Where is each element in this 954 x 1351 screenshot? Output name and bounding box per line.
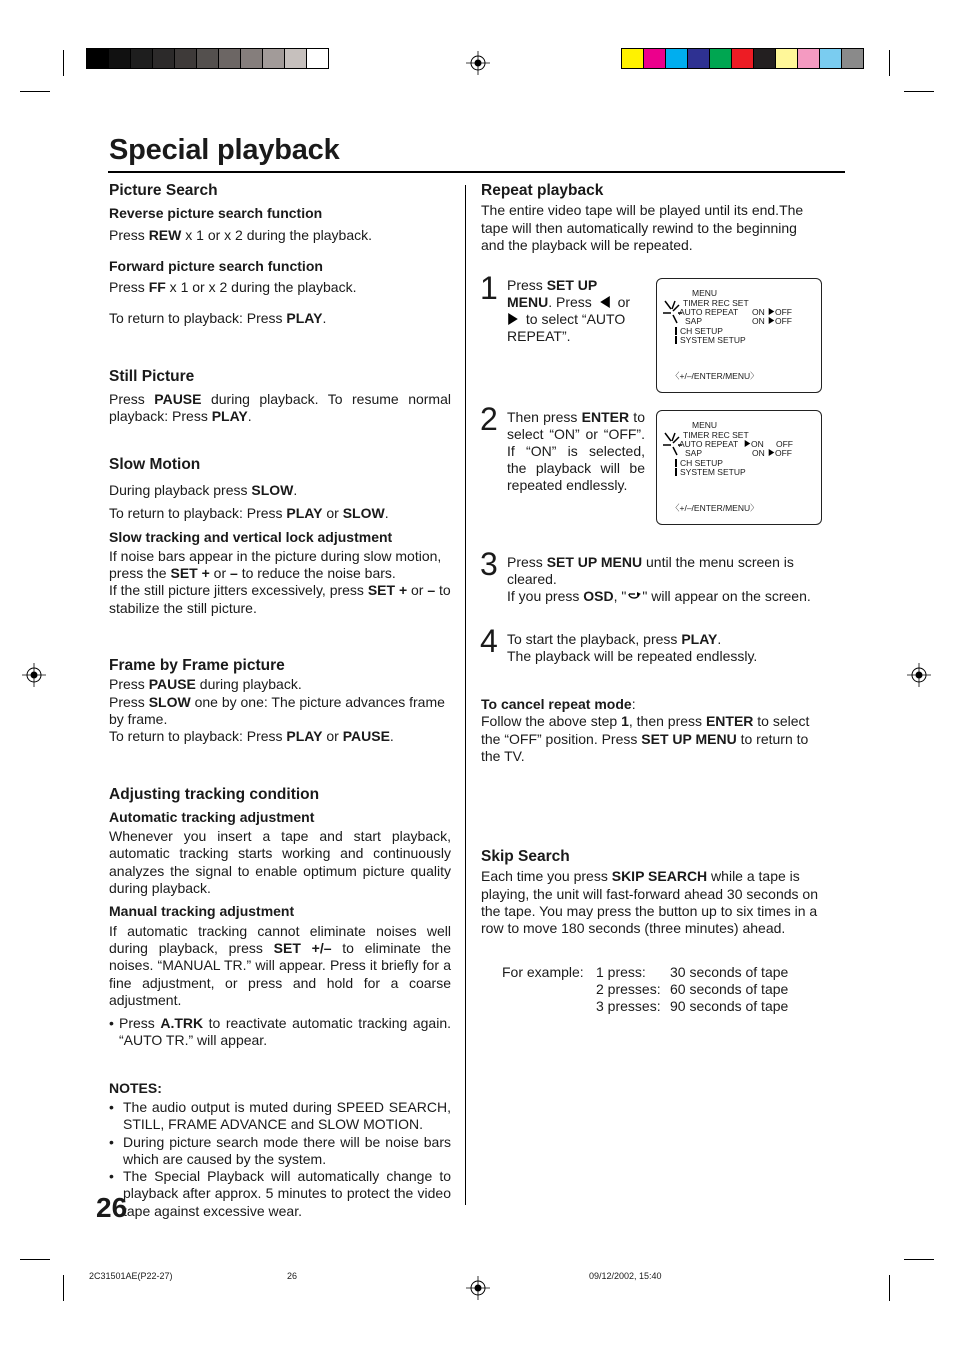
skip-search-title: Skip Search [481,848,570,865]
repeat-intro-block [481,182,823,254]
example-press: 3 presses: [596,998,661,1014]
calibration-swatch [797,48,820,69]
step-1-text: Press SET UP MENU. Press or to select “AUTO REPEAT”. [507,277,631,344]
step-number: 2 [480,401,498,437]
right-arrow-icon [768,308,775,315]
notes-title: NOTES: [109,1079,162,1096]
calibration-swatch [284,48,307,69]
reverse-search-title: Reverse picture search function [109,205,323,222]
crop-mark [20,1259,50,1260]
osd-menu-screen [656,278,822,393]
frame-text-3: To return to playback: Press PLAY or PAUSE. [109,728,394,745]
left-column [109,182,451,1220]
auto-tracking-text: Whenever you insert a tape and start playback, automatic tracking starts working and continuously analyzes the signal to enable optimum picture quality during playback. [109,828,451,897]
crop-mark [889,50,890,76]
osd-menu-title: MENU [692,420,718,430]
osd-menu-screen [656,410,822,525]
calibration-swatch [196,48,219,69]
list-item: • The audio output is muted during SPEED SEARCH, STILL, FRAME ADVANCE and SLOW MOTION. [109,1099,451,1134]
list-item: • Press A.TRK to reactivate automatic tracking again. “AUTO TR.” will appear. [109,1015,451,1050]
crop-mark [63,50,64,76]
calibration-swatch [152,48,175,69]
osd-on-label: ON [752,448,765,458]
manual-tracking-text: If automatic tracking cannot eliminate noises well during playback, press SET +/– to eliminate the noises. “MANUAL TR.” will appear. Press it briefly for a fine adjustment, or press and hold for a coarse adjustment. [109,922,451,1008]
calibration-swatch [753,48,776,69]
osd-off-option: OFF [768,449,792,458]
registration-mark-icon [907,663,931,687]
osd-item: SAP [685,316,703,326]
cancel-repeat-heading: To cancel repeat mode: [481,696,636,712]
page-title: Special playback [109,134,340,166]
manual-tracking-title: Manual tracking adjustment [109,903,295,920]
calibration-swatch [218,48,241,69]
auto-tracking-title: Automatic tracking adjustment [109,808,315,825]
osd-off-option: OFF [768,308,792,317]
example-result: 90 seconds of tape [670,998,789,1014]
example-result: 30 seconds of tape [670,964,789,980]
tracking-bullet-list [109,1015,451,1050]
slow-tracking-title: Slow tracking and vertical lock adjustment [109,528,393,545]
osd-item: CH SETUP [675,459,723,468]
slow-motion-text: During playback press SLOW. [109,481,298,498]
right-arrow-icon [507,313,519,325]
notes-list [109,1099,451,1220]
calibration-swatch [621,48,644,69]
calibration-swatch [775,48,798,69]
calibration-swatch [819,48,842,69]
calibration-swatch [174,48,197,69]
registration-mark-icon [466,1276,490,1300]
example-label: For example: [502,964,584,980]
osd-on-label: ON [752,316,765,326]
slow-motion-title: Slow Motion [109,455,201,473]
example-press: 2 presses: [596,981,661,997]
osd-hint: 〈+/–/ENTER/MENU〉 [671,371,759,381]
example-press: 1 press: [596,964,646,980]
calibration-swatch [709,48,732,69]
osd-on-option: ON [744,440,764,449]
calibration-swatch [841,48,864,69]
cancel-repeat-block [481,696,823,765]
osd-item: CH SETUP [675,327,723,336]
calibration-swatch [665,48,688,69]
osd-off-option: OFF [768,317,792,326]
crop-mark [20,91,50,92]
picture-search-return: To return to playback: Press PLAY. [109,310,327,327]
crop-mark [889,1275,890,1301]
crop-mark [63,1275,64,1301]
still-picture-text: Press PAUSE during playback. To resume normal playback: Press PLAY. [109,391,451,425]
calibration-swatch [687,48,710,69]
step-2-text: Then press ENTER to select “ON” or “OFF”. If “ON” is selected, the playback will be repeated endlessly. [507,409,645,493]
title-rule [108,171,845,173]
osd-item: TIMER REC SET [683,430,749,440]
slow-tracking-text-1: If noise bars appear in the picture during slow motion, press the SET + or – to reduce the noise bars. [109,547,442,582]
picture-search-title: Picture Search [109,182,218,199]
right-arrow-icon [768,317,775,324]
osd-item: SYSTEM SETUP [675,336,746,345]
footer-page: 26 [287,1271,298,1281]
osd-hint: 〈+/–/ENTER/MENU〉 [671,503,759,513]
frame-by-frame-title: Frame by Frame picture [109,657,285,675]
step-3-text: Press SET UP MENU until the menu screen is cleared. If you press OSD, " " will appear on the screen. [507,554,811,604]
calibration-swatch [240,48,263,69]
left-arrow-icon [599,296,611,308]
list-item: • The Special Playback will automatically change to playback after approx. 5 minutes to protect the video tape against excessive wear. [109,1168,451,1220]
step-number: 1 [480,270,498,306]
frame-text-1: Press PAUSE during playback. [109,676,302,693]
osd-item: AUTO REPEAT [679,439,739,449]
step-number: 4 [480,623,498,659]
slow-tracking-text-2: If the still picture jitters excessively, press SET + or – to stabilize the still picture. [109,582,451,616]
calibration-swatch [86,48,109,69]
osd-on-label: ON [752,307,765,317]
reverse-search-text: Press REW x 1 or x 2 during the playback. [109,226,373,243]
calibration-swatch [731,48,754,69]
osd-item: SYSTEM SETUP [675,468,746,477]
frame-text-2: Press SLOW one by one: The picture advances frame by frame. [109,693,445,727]
osd-menu-title: MENU [692,288,718,298]
footer-file-id: 2C31501AE(P22-27) [89,1271,173,1281]
right-arrow-icon [768,449,775,456]
tracking-title: Adjusting tracking condition [109,785,320,803]
still-picture-title: Still Picture [109,367,195,385]
osd-off-label: OFF [776,439,793,449]
registration-mark-icon [466,51,490,75]
calibration-swatch [130,48,153,69]
slow-motion-return: To return to playback: Press PLAY or SLOW. [109,505,389,522]
list-item: • During picture search mode there will be noise bars which are caused by the system. [109,1134,451,1169]
osd-item: TIMER REC SET [683,298,749,308]
example-result: 60 seconds of tape [670,981,789,997]
calibration-swatch [306,48,329,69]
skip-search-block [481,848,823,937]
registration-mark-icon [22,663,46,687]
forward-search-text: Press FF x 1 or x 2 during the playback. [109,279,357,296]
osd-item: SAP [685,448,703,458]
page-number: 26 [96,1192,128,1223]
repeat-playback-title: Repeat playback [481,182,604,199]
step-number: 3 [480,546,498,582]
step-4-text: To start the playback, press PLAY. The playback will be repeated endlessly. [507,631,758,664]
calibration-swatch [262,48,285,69]
calibration-swatch [643,48,666,69]
calibration-swatch [108,48,131,69]
crop-mark [904,91,934,92]
repeat-icon [626,590,642,602]
right-arrow-icon [744,440,751,447]
repeat-intro-text: The entire video tape will be played until its end.The tape will then automatically rewind to the beginning and the playback will be repeated. [481,202,804,253]
osd-item: AUTO REPEAT [679,307,739,317]
crop-mark [904,1259,934,1260]
column-divider [465,185,466,1205]
footer-timestamp: 09/12/2002, 15:40 [589,1271,662,1281]
skip-search-text: Each time you press SKIP SEARCH while a tape is playing, the unit will fast-forward ahead 30 seconds on the tape. You may press the button up to six times in a row to move 180 seconds (three minutes) ahead. [481,868,818,937]
cancel-repeat-text: Follow the above step 1, then press ENTER to select the “OFF” position. Press SET UP MENU to return to the TV. [481,713,810,764]
forward-search-title: Forward picture search function [109,257,323,274]
